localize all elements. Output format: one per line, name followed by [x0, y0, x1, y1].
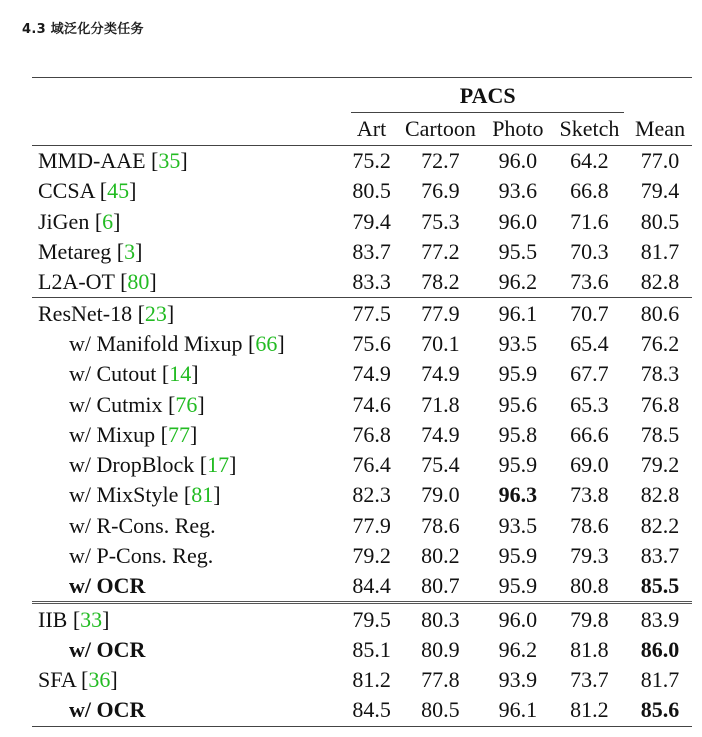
value-art: 75.2: [347, 146, 395, 177]
value-photo: 95.9: [498, 361, 538, 387]
value-photo: 96.2: [498, 269, 538, 295]
method-name-ocr: w/ OCR: [69, 573, 146, 599]
table-row: [32, 146, 692, 177]
table-row: [32, 389, 692, 419]
value-sketch: 70.7: [551, 298, 628, 329]
value-mean: 78.3: [640, 361, 680, 387]
method-name: w/ P-Cons. Reg.: [69, 543, 214, 568]
value-mean-best: 85.6: [628, 695, 692, 726]
table-row: [32, 267, 692, 298]
value-photo: 93.9: [498, 667, 538, 693]
column-header-art: Art: [356, 116, 387, 141]
column-header-cartoon: Cartoon: [404, 116, 476, 141]
table-row: [32, 571, 692, 603]
value-photo: 93.5: [498, 330, 538, 356]
value-cartoon: 74.9: [421, 361, 460, 387]
method-name: w/ MixStyle [81]: [69, 482, 221, 508]
value-sketch: 66.6: [570, 421, 609, 447]
value-sketch: 67.7: [570, 361, 609, 387]
value-sketch: 65.4: [570, 330, 609, 356]
citation-link[interactable]: 45: [107, 178, 130, 204]
value-sketch: 73.8: [570, 482, 609, 508]
value-art: 81.2: [352, 667, 391, 693]
pacs-underline: [351, 112, 624, 113]
value-sketch: 81.2: [551, 695, 628, 726]
citation-link[interactable]: 17: [207, 452, 230, 478]
pacs-results-table-container: [32, 77, 692, 727]
value-photo: 93.5: [498, 512, 538, 538]
method-name-ocr: w/ OCR: [32, 695, 347, 726]
value-cartoon: 70.1: [421, 330, 460, 356]
pacs-label: PACS: [459, 83, 516, 108]
column-header-row: [32, 113, 692, 146]
citation-link[interactable]: 6: [102, 208, 114, 234]
value-cartoon: 77.9: [396, 298, 485, 329]
table-row: [32, 603, 692, 635]
citation-link[interactable]: 66: [255, 330, 278, 356]
citation-link[interactable]: 81: [191, 482, 214, 508]
value-cartoon: 71.8: [421, 391, 460, 417]
table-row: [32, 695, 692, 726]
column-header-photo: Photo: [492, 116, 544, 141]
value-photo: 95.5: [498, 239, 538, 265]
value-sketch: 79.8: [551, 603, 628, 635]
value-photo: 95.6: [498, 391, 538, 417]
table-row: [32, 207, 692, 237]
value-art: 80.5: [352, 178, 391, 204]
table-row: [32, 665, 692, 695]
value-art: 76.8: [352, 421, 391, 447]
value-photo: 95.9: [498, 573, 538, 599]
value-sketch: 69.0: [570, 452, 609, 478]
value-art: 74.9: [352, 361, 391, 387]
value-art: 76.4: [352, 452, 391, 478]
value-photo: 95.9: [498, 452, 538, 478]
citation-link[interactable]: 23: [144, 300, 167, 326]
pacs-group-header: [347, 78, 628, 114]
value-photo: 96.1: [485, 695, 551, 726]
method-name: Metareg [3]: [38, 239, 143, 265]
value-cartoon: 80.7: [421, 573, 460, 599]
value-sketch: 78.6: [570, 512, 609, 538]
value-sketch: 65.3: [570, 391, 609, 417]
value-art: 84.4: [352, 573, 391, 599]
value-photo-best: 96.3: [498, 482, 538, 508]
value-cartoon: 77.2: [421, 239, 460, 265]
value-art: 85.1: [352, 636, 391, 662]
value-sketch: 73.6: [570, 269, 609, 295]
method-name: IIB [33]: [32, 603, 347, 635]
column-header-mean: Mean: [634, 116, 686, 141]
method-name: w/ Cutmix [76]: [69, 391, 205, 417]
value-sketch: 64.2: [551, 146, 628, 177]
method-name: MMD-AAE [35]: [32, 146, 347, 177]
value-mean: 78.5: [640, 421, 680, 447]
value-photo: 96.0: [485, 146, 551, 177]
value-sketch: 66.8: [570, 178, 609, 204]
value-art: 74.6: [352, 391, 391, 417]
value-mean: 77.0: [628, 146, 692, 177]
value-cartoon: 75.3: [421, 208, 460, 234]
method-name: ResNet-18 [23]: [32, 298, 347, 329]
header-method-cell: [32, 113, 347, 146]
value-cartoon: 78.6: [421, 512, 460, 538]
value-mean: 82.2: [640, 512, 680, 538]
method-name: w/ Cutout [14]: [69, 361, 199, 387]
table-row: [32, 541, 692, 571]
value-photo: 96.0: [498, 208, 538, 234]
value-mean: 76.8: [640, 391, 680, 417]
value-mean: 79.2: [640, 452, 680, 478]
value-mean: 76.2: [640, 330, 680, 356]
value-sketch: 70.3: [570, 239, 609, 265]
value-art: 83.7: [352, 239, 391, 265]
method-name: w/ DropBlock [17]: [69, 452, 237, 478]
value-photo: 93.6: [498, 178, 538, 204]
value-cartoon: 74.9: [421, 421, 460, 447]
citation-link[interactable]: 14: [169, 361, 192, 387]
table-row: [32, 450, 692, 480]
section-heading: 4.3 域泛化分类任务: [22, 22, 144, 37]
table-row: [32, 359, 692, 389]
method-name: w/ Mixup [77]: [69, 421, 198, 447]
value-photo: 96.2: [498, 636, 538, 662]
value-mean-best: 85.5: [640, 573, 680, 599]
citation-link[interactable]: 76: [175, 391, 198, 417]
value-sketch: 81.8: [570, 636, 609, 662]
method-name: w/ R-Cons. Reg.: [69, 512, 216, 538]
value-art: 82.3: [352, 482, 391, 508]
value-mean: 80.6: [628, 298, 692, 329]
method-name-ocr: w/ OCR: [69, 636, 146, 662]
value-cartoon: 77.8: [421, 667, 460, 693]
value-art: 77.5: [347, 298, 395, 329]
value-sketch: 73.7: [570, 667, 609, 693]
citation-link[interactable]: 80: [127, 269, 150, 295]
value-art: 77.9: [352, 512, 391, 538]
value-mean: 82.8: [640, 482, 680, 508]
value-cartoon: 76.9: [421, 178, 460, 204]
value-art: 79.4: [352, 208, 391, 234]
method-name: w/ Manifold Mixup [66]: [69, 330, 285, 356]
value-sketch: 79.3: [570, 543, 609, 568]
header-empty-cell-mean: [628, 78, 692, 114]
value-cartoon: 75.4: [421, 452, 460, 478]
value-photo: 96.1: [485, 298, 551, 329]
table-row: [32, 420, 692, 450]
table-row: [32, 176, 692, 206]
table-row: [32, 511, 692, 541]
value-art: 79.2: [352, 543, 391, 568]
table-row: [32, 480, 692, 510]
value-sketch: 71.6: [570, 208, 609, 234]
method-name: L2A-OT [80]: [38, 269, 157, 295]
value-photo: 95.8: [498, 421, 538, 447]
value-cartoon: 80.3: [396, 603, 485, 635]
value-cartoon: 80.2: [421, 543, 460, 568]
value-mean: 83.9: [628, 603, 692, 635]
citation-link[interactable]: 3: [124, 239, 136, 265]
value-cartoon: 78.2: [421, 269, 460, 295]
value-photo: 96.0: [485, 603, 551, 635]
value-cartoon: 80.9: [421, 636, 460, 662]
table-row: [32, 635, 692, 665]
citation-link[interactable]: 36: [88, 667, 111, 693]
value-photo: 95.9: [498, 543, 538, 568]
method-name: JiGen [6]: [38, 208, 121, 234]
value-mean: 79.4: [640, 178, 680, 204]
value-cartoon: 80.5: [396, 695, 485, 726]
method-name: CCSA [45]: [38, 178, 137, 204]
value-art: 75.6: [352, 330, 391, 356]
value-mean: 83.7: [640, 543, 680, 568]
value-mean: 82.8: [640, 269, 680, 295]
citation-link[interactable]: 35: [158, 148, 181, 174]
header-empty-cell: [32, 78, 347, 114]
value-mean-best: 86.0: [640, 636, 680, 662]
group-header-row: [32, 78, 692, 114]
column-header-sketch: Sketch: [559, 116, 620, 141]
pacs-results-table: [32, 77, 692, 727]
citation-link[interactable]: 77: [168, 421, 190, 447]
value-art: 84.5: [347, 695, 395, 726]
table-row: [32, 298, 692, 329]
method-name: SFA [36]: [38, 667, 118, 693]
value-cartoon: 72.7: [396, 146, 485, 177]
value-cartoon: 79.0: [421, 482, 460, 508]
value-sketch: 80.8: [570, 573, 609, 599]
value-art: 83.3: [352, 269, 391, 295]
table-row: [32, 237, 692, 267]
value-mean: 81.7: [640, 667, 680, 693]
value-mean: 80.5: [640, 208, 680, 234]
citation-link[interactable]: 33: [80, 606, 103, 632]
value-mean: 81.7: [640, 239, 680, 265]
value-art: 79.5: [347, 603, 395, 635]
table-row: [32, 329, 692, 359]
